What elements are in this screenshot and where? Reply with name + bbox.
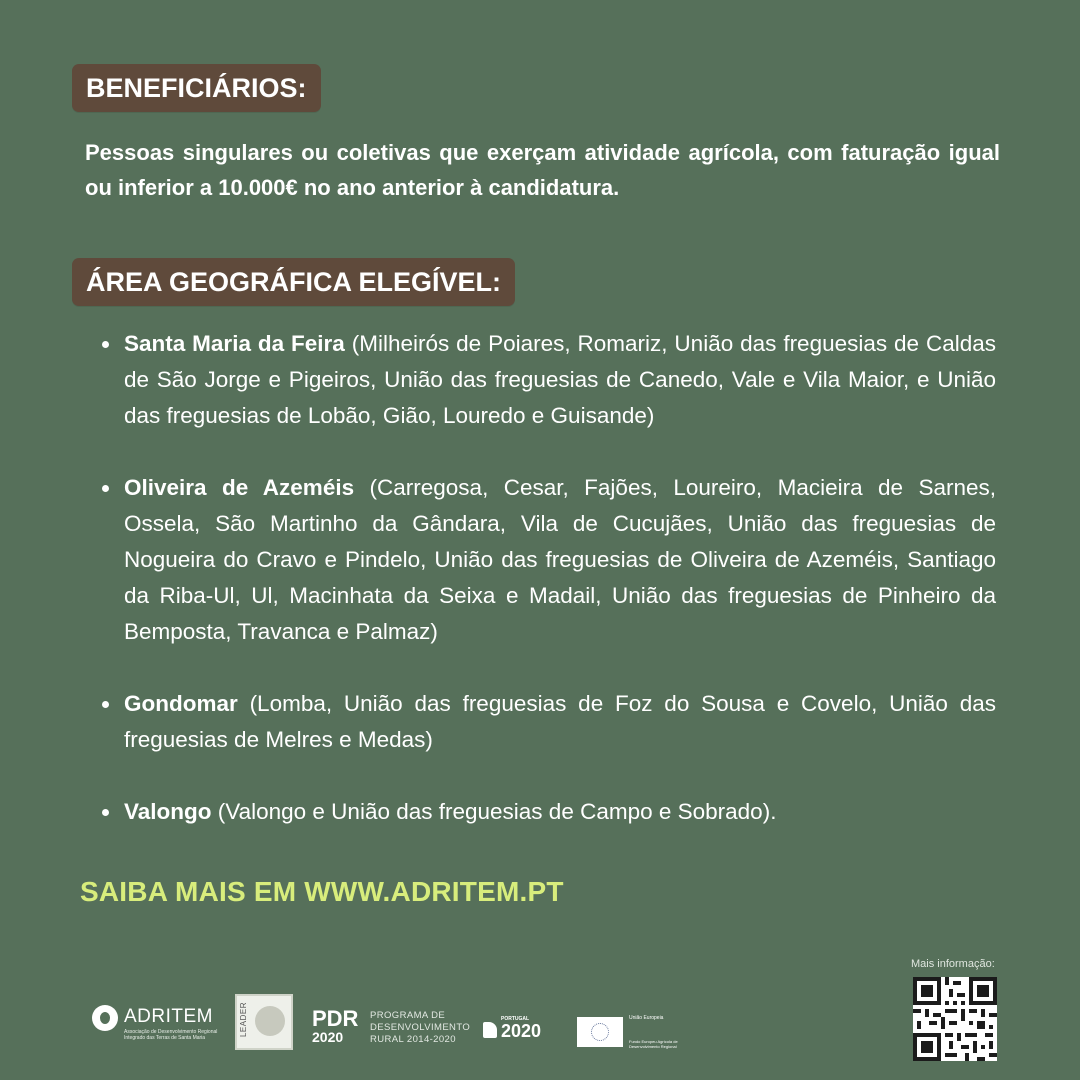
eu-flag-icon <box>577 1017 623 1047</box>
adritem-subtitle: Associação de Desenvolvimento Regional Integrado das Terras de Santa Maria <box>124 1029 218 1041</box>
bullet-icon <box>102 485 109 492</box>
list-item <box>124 794 996 830</box>
municipality-name: Valongo <box>124 799 212 824</box>
portugal-label: PORTUGAL <box>501 1016 530 1022</box>
adritem-name: ADRITEM <box>124 1006 213 1027</box>
pdr2020-logo <box>312 1006 472 1050</box>
website-link[interactable]: SAIBA MAIS EM WWW.ADRITEM.PT <box>80 876 564 907</box>
portugal2020-logo <box>483 1016 563 1044</box>
bullet-icon <box>102 701 109 708</box>
adritem-logo <box>92 1003 222 1047</box>
eu-fund: Fundo Europeu Agrícola de Desenvolvimento Regional <box>629 1039 678 1049</box>
municipality-name: Gondomar <box>124 691 238 716</box>
list-item <box>124 326 996 434</box>
more-info-label: Mais informação: <box>911 958 995 970</box>
list-item <box>124 470 996 650</box>
beneficiaries-heading: BENEFICIÁRIOS: <box>72 64 321 112</box>
pdr-mark: PDR <box>312 1006 359 1031</box>
bullet-icon <box>102 341 109 348</box>
leader-logo <box>235 994 293 1050</box>
pdr-program-text: PROGRAMA DE DESENVOLVIMENTO RURAL 2014-2020 <box>370 1010 471 1045</box>
eu-logo <box>577 1013 682 1049</box>
municipality-detail: (Lomba, União das freguesias de Foz do Sousa e Covelo, União das freguesias de Melres e Medas) <box>124 691 996 752</box>
municipality-name: Santa Maria da Feira <box>124 331 345 356</box>
eu-title: União Europeia <box>629 1015 664 1021</box>
municipality-detail: (Carregosa, Cesar, Fajões, Loureiro, Macieira de Sarnes, Ossela, São Martinho da Gândara, Vila de Cucujães, União das freguesias de Nogueira do Cravo e Pindelo, União das freguesias de Oliveira de Azeméis, Santiago da Riba-Ul, Ul, Macinhata da Seixa e Madail, União das freguesias de Pinheiro da Bemposta, Travanca e Palmaz) <box>124 475 996 644</box>
municipality-detail: (Valongo e União das freguesias de Campo e Sobrado). <box>211 799 777 824</box>
portugal-year: 2020 <box>501 1021 542 1041</box>
list-item <box>124 686 996 758</box>
leader-label: LEADER <box>239 1002 248 1038</box>
adritem-mark-icon <box>92 1005 118 1031</box>
pdr-year: 2020 <box>312 1029 344 1045</box>
qr-code-icon[interactable] <box>913 977 997 1061</box>
geography-list <box>124 326 996 866</box>
geography-heading: ÁREA GEOGRÁFICA ELEGÍVEL: <box>72 258 515 306</box>
portugal2020-mark-icon <box>483 1022 497 1038</box>
leader-emblem-icon <box>255 1006 285 1036</box>
municipality-name: Oliveira de Azeméis <box>124 475 355 500</box>
beneficiaries-text: Pessoas singulares ou coletivas que exerçam atividade agrícola, com faturação igual ou inferior a 10.000€ no ano anterior à candidatura. <box>85 140 1000 200</box>
municipality-detail: (Milheirós de Poiares, Romariz, União das freguesias de Caldas de São Jorge e Pigeiros, União das freguesias de Canedo, Vale e Vila Maior, e União das freguesias de Lobão, Gião, Louredo e Guisande) <box>124 331 996 428</box>
bullet-icon <box>102 809 109 816</box>
